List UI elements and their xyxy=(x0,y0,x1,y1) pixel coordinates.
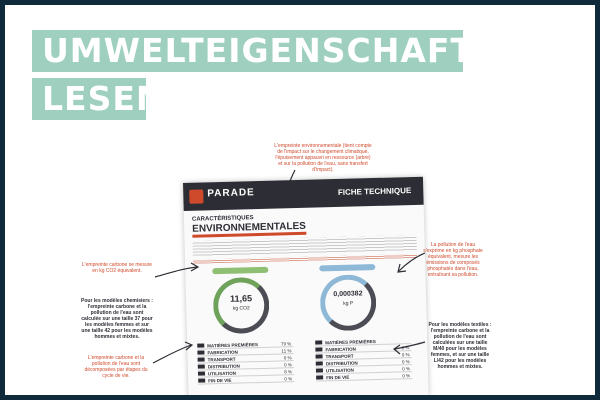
arrow-right2-head xyxy=(394,345,400,354)
row-percent: 8 % xyxy=(284,369,293,375)
row-percent: 0 % xyxy=(283,355,292,361)
row-percent: 0 % xyxy=(401,359,410,365)
row-percent: 79 % xyxy=(280,341,292,347)
row-percent: 0 % xyxy=(401,345,410,351)
note-water-unit: La pollution de l'eau s'exprime en kg phosphate équivalent, mesure les émissions de composés phosphatés dans l'eau, entraînant sa pollution. xyxy=(423,242,483,278)
carbon-value: 11,65 xyxy=(229,293,253,304)
note-top: L'empreinte environnementale (tient compte de l'impact sur le changement climatique, l'épuisement appauvri en ressource (arbre) et sur la pollution de l'eau, sans transfert d'impact). xyxy=(274,143,372,173)
sheet-title-big: ENVIRONNEMENTALES xyxy=(192,221,306,238)
note-textile-sizes: Pour les modèles textiles : l'empreinte carbone et la pollution de l'eau sont calculées sur une taille M/40 pour les modèles femmes, et sur une taille L/42 pour les modèles hommes et mixtes. xyxy=(428,322,492,370)
sheet-title-small: CARACTÉRISTIQUES xyxy=(191,215,254,223)
banner-line-2: LESEN xyxy=(32,78,146,120)
arrow-left3 xyxy=(153,345,191,363)
row-label: DISTRIBUTION xyxy=(325,360,358,367)
row-label: FIN DE VIE xyxy=(208,377,232,384)
row-label: MATIÈRES PREMIÈRES xyxy=(207,342,259,349)
row-label: FABRICATION xyxy=(325,346,356,353)
brand-name: PARADE xyxy=(207,187,255,200)
arrow-left1 xyxy=(155,267,197,277)
infographic-frame xyxy=(5,5,595,395)
row-percent: 0 % xyxy=(402,373,411,379)
arrow-right1 xyxy=(399,253,425,271)
row-label: FABRICATION xyxy=(207,349,238,356)
row-percent: 0 % xyxy=(283,362,292,368)
carbon-unit: kg CO2 xyxy=(232,305,250,312)
row-percent: 0 % xyxy=(402,366,411,372)
note-shirt-sizes: Pour les modèles chemisiers : l'empreinte carbone et la pollution de l'eau sont calculée sur une taille 37 pour les modèles femmes et sur une taille 42 pour les modèles hommes et mixtes. xyxy=(81,298,153,340)
row-label: FIN DE VIE xyxy=(326,374,350,381)
row-label: TRANSPORT xyxy=(207,356,236,363)
water-value: 0,000382 xyxy=(333,290,363,299)
row-label: DISTRIBUTION xyxy=(207,363,240,370)
row-label: TRANSPORT xyxy=(325,353,354,360)
row-label: UTILISATION xyxy=(207,370,236,377)
row-percent: 11 % xyxy=(281,348,292,354)
water-unit: kg P xyxy=(343,300,354,307)
banner-line-1: UMWELTEIGENSCHAFTEN xyxy=(32,30,463,72)
row-percent: 0 % xyxy=(284,376,293,382)
sheet-header-title: FICHE TECHNIQUE xyxy=(337,186,412,197)
row-label: UTILISATION xyxy=(325,367,354,374)
row-percent: 0 % xyxy=(401,352,410,358)
note-carbon-unit: L'empreinte carbone se mesure en kg CO2 équivalent. xyxy=(81,262,153,274)
row-label: MATIÈRES PREMIÈRES xyxy=(325,339,376,346)
note-lifecycle: L'empreinte carbone et la pollution de l'eau sont décomposées par étapes du cycle de vie. xyxy=(84,355,148,379)
